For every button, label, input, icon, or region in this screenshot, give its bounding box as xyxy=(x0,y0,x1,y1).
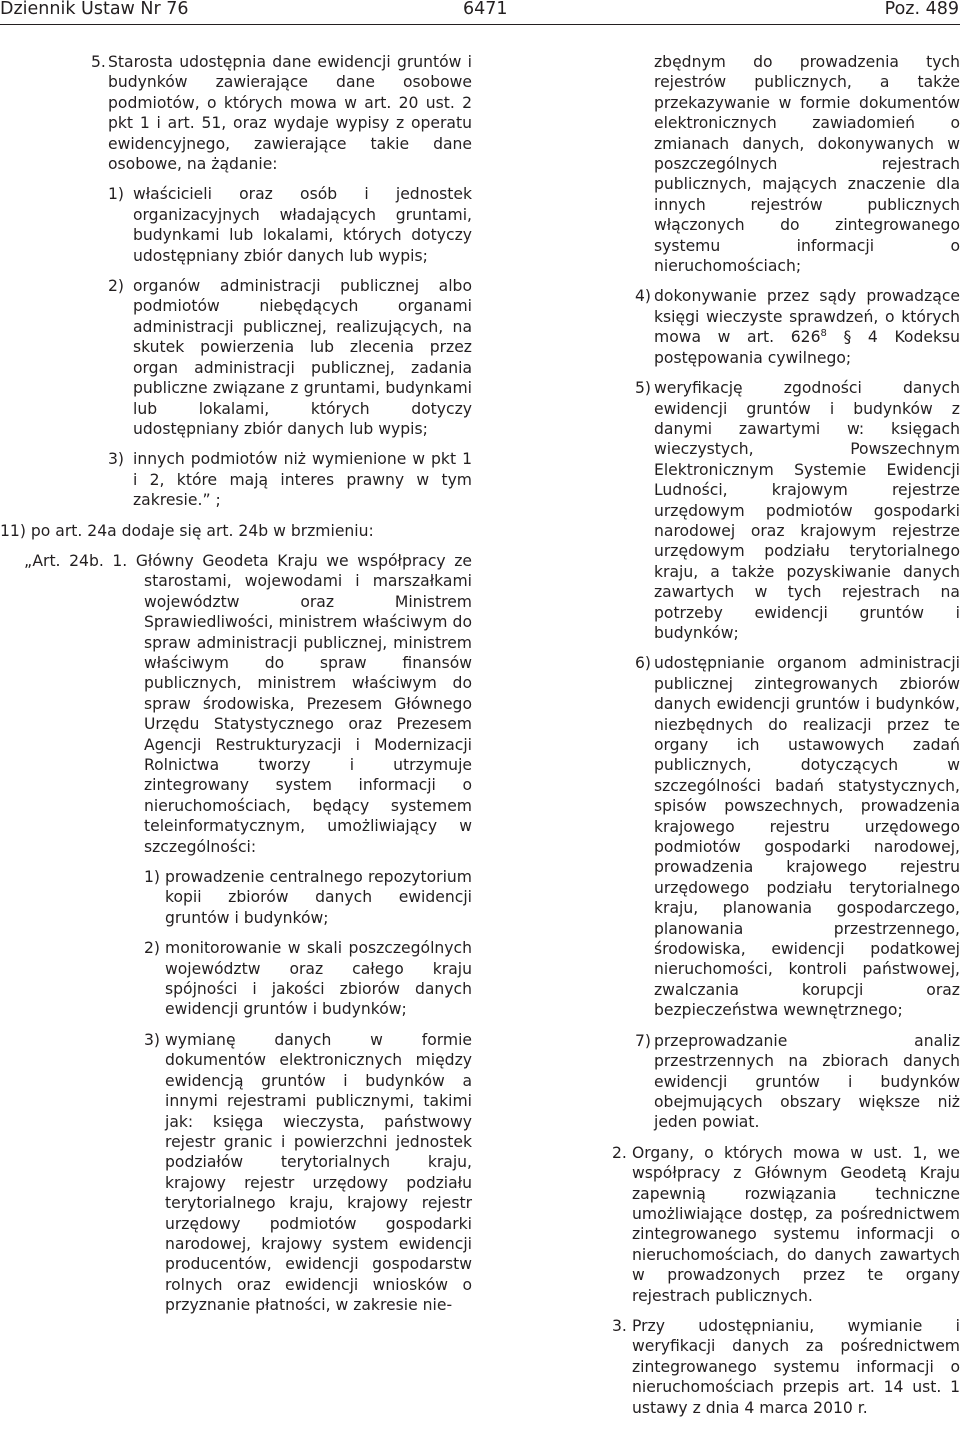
paragraph-number: 2. xyxy=(612,1143,627,1162)
list-item-number: 1) xyxy=(144,868,161,887)
journal-title: Dziennik Ustaw Nr 76 xyxy=(0,0,189,19)
list-item xyxy=(490,286,960,368)
article-24b-intro xyxy=(0,551,472,857)
article-5-number: 5. xyxy=(91,53,106,71)
paragraph-3 xyxy=(490,1316,960,1418)
article-5-text: Starosta udostępnia dane ewidencji gruntów i budynków zawierające dane osobowe podmiotów, o których mowa w art. 20 ust. 2 pkt 1 i art. 51, oraz wydaje wypisy z operatu ewidencyjnego, zawierające takie dane osobowe, na żądanie: xyxy=(108,53,472,174)
list-item xyxy=(0,184,472,266)
list-item-number: 5) xyxy=(635,379,652,398)
paragraph-2 xyxy=(490,1143,960,1306)
list-item-number: 6) xyxy=(635,654,652,673)
list-item-text: monitorowanie w skali poszczególnych województw oraz całego kraju spójności i jakości zbiorów danych ewidencji gruntów i budynków; xyxy=(165,939,472,1019)
list-item-number: 1) xyxy=(108,185,125,204)
point-11 xyxy=(0,521,472,541)
list-item-text: udostępnianie organom administracji publicznej zintegrowanych zbiorów danych ewidencji gruntów i budynków, niezbędnych do realizacji przez te organy ich ustawowych zadań publicznych, dotyczących w szczególności badań statystycznych, spisów powszechnych, prowadzenia krajowego rejestru urzędowego podmiotów gospodarki narodowej, prowadzenia krajowego rejestru urzędowego podziału terytorialnego kraju, planowania gospodarczego, planowania przestrzennego, środowiska, ewidencji podatkowej nieruchomości, kontroli państwowej, zwalczania korupcji oraz bezpieczeństwa wewnętrznego; xyxy=(654,654,960,1020)
list-item-text: wymianę danych w formie dokumentów elektronicznych między ewidencją gruntów i budynków a innymi rejestrami publicznymi, takimi jak: księga wieczysta, państwowy rejestr granic i powierzchni jednostek podziałów terytorialnych kraju, krajowy rejestr urzędowy podziału terytorialnego kraju, krajowy rejestr urzędowy podmiotów gospodarki narodowej, krajowy system ewidencji producentów, ewidencji gospodarstw rolnych oraz ewidencji wniosków o przyznanie płatności, w zakresie nie- xyxy=(165,1030,472,1315)
list-item xyxy=(0,276,472,439)
list-item-text: przeprowadzanie analiz przestrzennych na zbiorach danych ewidencji gruntów i budynków obejmujących obszary większe niż jeden powiat. xyxy=(654,1031,960,1132)
page-number: 6471 xyxy=(463,0,508,19)
list-item-text-part: § 4 Kodeksu postępowania cywilnego; xyxy=(654,328,960,367)
list-item xyxy=(490,378,960,643)
list-item-text: prowadzenie centralnego repozytorium kopii zbiorów danych ewidencji gruntów i budynków; xyxy=(165,868,472,927)
list-item-text: weryfikację zgodności danych ewidencji gruntów i budynków z danymi zawartymi w: księgach wieczystych, Powszechnym Elektronicznym Systemie Ewidencji Ludności, krajowym rejestrze urzędowym podmiotów gospodarki narodowej oraz krajowym rejestrze urzędowym podziału terytorialnego kraju, a także pozyskiwanie danych zawartych w tych rejestrach na potrzeby ewidencji gruntów i budynków; xyxy=(654,379,960,642)
list-item xyxy=(0,1030,472,1316)
list-item xyxy=(0,867,472,928)
article-5-paragraph xyxy=(0,52,472,174)
list-item-text: organów administracji publicznej albo podmiotów niebędących organami administracji publicznej, realizujących, na skutek powierzenia lub zlecenia przez organ administracji publicznej, zadania publiczne związane z gruntami, budynkami lub lokalami, których dotyczy udostępniany zbiór danych lub wypis; xyxy=(133,277,472,438)
superscript: 8 xyxy=(820,328,827,340)
list-item-text: właścicieli oraz osób i jednostek organizacyjnych władających gruntami, budynkami lub lokalami, których dotyczy udostępniany zbiór danych lub wypis; xyxy=(133,185,472,265)
list-item xyxy=(0,449,472,510)
page-header xyxy=(0,0,960,25)
paragraph-number: 3. xyxy=(612,1316,627,1335)
list-item-number: 2) xyxy=(144,939,161,958)
paragraph-text: Organy, o których mowa w ust. 1, we współpracy z Głównym Geodetą Kraju zapewnią rozwiązania techniczne umożliwiające dostęp, za pośrednictwem zintegrowanego systemu informacji o nieruchomościach, do danych zawartych w prowadzonych przez te organy rejestrach publicznych. xyxy=(632,1143,960,1305)
list-item-number: 7) xyxy=(635,1031,652,1050)
point-11-text: 11) po art. 24a dodaje się art. 24b w brzmieniu: xyxy=(0,521,374,540)
list-item-number: 2) xyxy=(108,277,125,296)
list-item-number: 4) xyxy=(635,287,652,306)
item-3-continuation-text: zbędnym do prowadzenia tych rejestrów publicznych, a także przekazywanie w formie dokumentów elektronicznych zawiadomień o zmianach danych, dokonywanych w poszczególnych rejestrach publicznych, mających znaczenie dla innych rejestrów publicznych włączonych do zintegrowanego systemu informacji o nieruchomościach; xyxy=(654,53,960,276)
list-item-number: 3) xyxy=(144,1030,161,1049)
position-label: Poz. 489 xyxy=(884,0,959,19)
list-item-text-part: dokonywanie przez sądy prowadzące księgi wieczyste sprawdzeń, o których mowa w art. 626 xyxy=(654,287,960,347)
left-column xyxy=(0,52,472,1326)
item-3-continuation xyxy=(490,52,960,276)
list-item xyxy=(490,653,960,1020)
list-item xyxy=(490,1031,960,1133)
list-item-text: innych podmiotów niż wymienione w pkt 1 i 2, które mają interes prawny w tym zakresie.” ; xyxy=(133,450,472,510)
right-column xyxy=(490,52,960,1428)
list-item-text xyxy=(654,286,960,368)
paragraph-text: Przy udostępnianiu, wymianie i weryfikacji danych za pośrednictwem zintegrowanego systemu informacji o nieruchomościach przepis art. 14 ust. 1 ustawy z dnia 4 marca 2010 r. xyxy=(632,1316,960,1417)
article-24b-text: „Art. 24b. 1. Główny Geodeta Kraju we współpracy ze starostami, wojewodami i marszałkami województw oraz Ministrem Sprawiedliwości, ministrem właściwym do spraw administracji publicznej, ministrem właściwym do spraw finansów publicznych, ministrem właściwym do spraw środowiska, Prezesem Głównego Urzędu Statystycznego oraz Prezesem Agencji Restrukturyzacji i Modernizacji Rolnictwa tworzy i utrzymuje zintegrowany system informacji o nieruchomościach, będący systemem teleinformatycznym, umożliwiający w szczególności: xyxy=(24,551,472,856)
list-item xyxy=(0,938,472,1020)
list-item-number: 3) xyxy=(108,450,125,469)
